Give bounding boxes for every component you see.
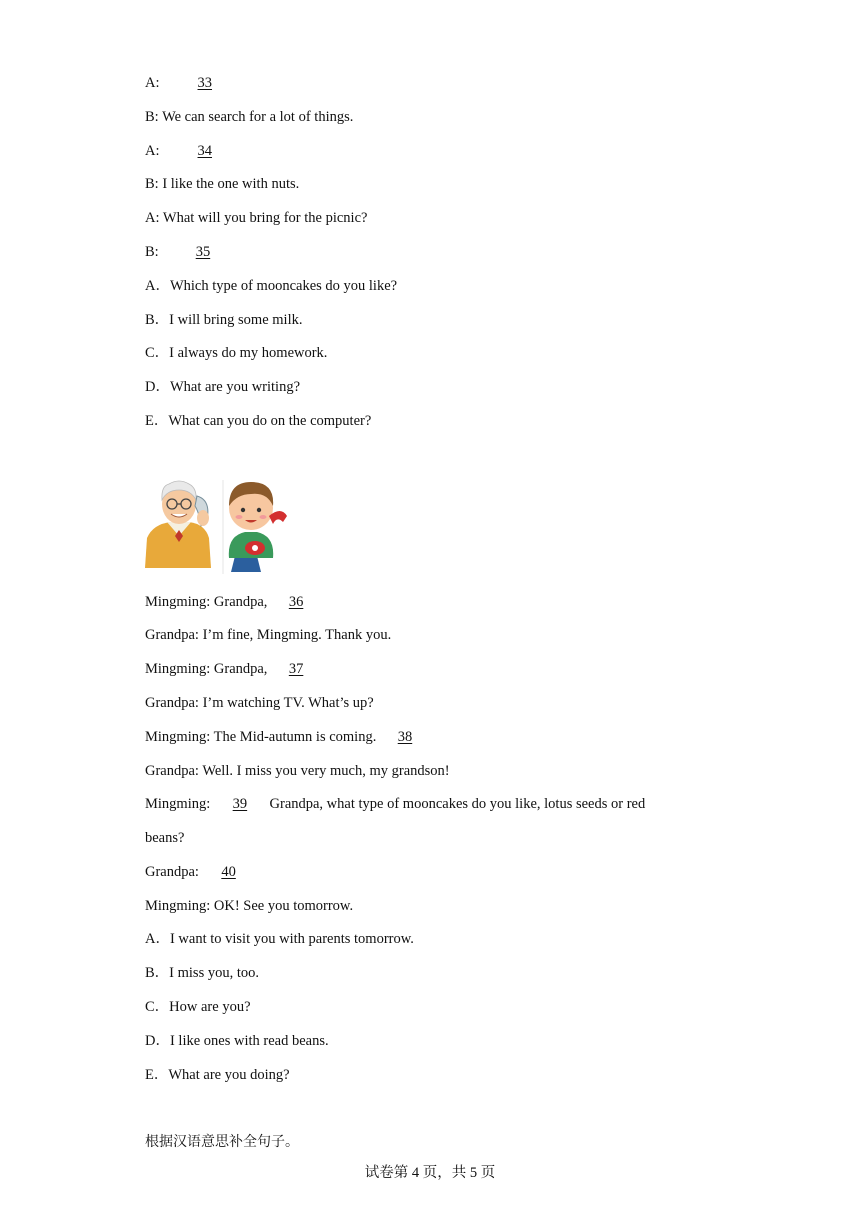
speaker: B xyxy=(145,176,155,192)
dialogue-line: Grandpa: I’m fine, Mingming. Thank you. xyxy=(145,627,392,643)
section-instruction: 根据汉语意思补全句子。 xyxy=(145,1134,299,1150)
boy-figure xyxy=(229,482,287,572)
speaker: Mingming xyxy=(145,661,207,677)
option-item: D．What are you writing? xyxy=(145,379,301,395)
dialogue-line: B: 35 xyxy=(145,243,240,261)
dialogue-line: A: 33 xyxy=(145,74,243,92)
option-item: E．What can you do on the computer? xyxy=(145,413,372,429)
speaker: Grandpa xyxy=(145,627,195,643)
dialogue-text: Grandpa, xyxy=(213,661,272,677)
answer-blank: 39 xyxy=(232,796,248,812)
speaker: B xyxy=(145,109,155,125)
answer-blank: 37 xyxy=(288,661,304,677)
dialogue-line: Grandpa: 40 xyxy=(145,863,255,881)
option-item: C．I always do my homework. xyxy=(145,345,328,361)
option-item: C．How are you? xyxy=(145,999,251,1015)
dialogue-line: Mingming: Grandpa, 36 xyxy=(145,593,321,611)
dialogue-text: I’m watching TV. What’s up? xyxy=(202,695,374,711)
speaker: Mingming xyxy=(145,898,207,914)
answer-blank: 36 xyxy=(288,594,304,610)
speaker: Mingming xyxy=(145,729,207,745)
option-item: D．I like ones with read beans. xyxy=(145,1033,329,1049)
speaker: Grandpa xyxy=(145,695,195,711)
dialogue-line: Mingming: 39 Grandpa, what type of mooncakes do you like, lotus seeds or red xyxy=(145,796,646,812)
speaker: A xyxy=(145,143,156,159)
answer-blank: 38 xyxy=(397,729,413,745)
dialogue-text: I’m fine, Mingming. Thank you. xyxy=(202,627,392,643)
dialogue-line-continued xyxy=(145,829,184,847)
speaker: Grandpa xyxy=(145,864,195,880)
dialogue-text: The Mid-autumn is coming. xyxy=(213,729,380,745)
answer-blank: 35 xyxy=(195,244,211,260)
grandpa-figure xyxy=(145,481,211,568)
answer-blank: 33 xyxy=(197,75,213,91)
dialogue-line: Mingming: Grandpa, 37 xyxy=(145,660,321,678)
answer-blank: 40 xyxy=(221,864,236,880)
dialogue-line: Mingming: OK! See you tomorrow. xyxy=(145,898,354,914)
option-item: E．What are you doing? xyxy=(145,1067,290,1083)
dialogue-text: What will you bring for the picnic? xyxy=(162,210,368,226)
speaker: A xyxy=(145,210,156,226)
speaker: A xyxy=(145,75,156,91)
option-item: B．I miss you, too. xyxy=(145,965,259,981)
dialogue-line: B: We can search for a lot of things. xyxy=(145,109,354,125)
dialogue-line: B: I like the one with nuts. xyxy=(145,176,300,192)
page-footer: 试卷第 4 页，共 5 页 xyxy=(364,1165,496,1181)
speaker: Mingming xyxy=(145,594,207,610)
speaker: Mingming xyxy=(145,796,207,812)
dialogue-line: A: What will you bring for the picnic? xyxy=(145,210,368,226)
option-item: A．Which type of mooncakes do you like? xyxy=(145,278,398,294)
dialogue-line: Grandpa: I’m watching TV. What’s up? xyxy=(145,695,374,711)
dialogue-text: Well. I miss you very much, my grandson! xyxy=(202,763,450,779)
option-item: B．I will bring some milk. xyxy=(145,312,303,328)
dialogue-line: Grandpa: Well. I miss you very much, my grandson! xyxy=(145,763,450,779)
dialogue-line: Mingming: The Mid-autumn is coming. 38 xyxy=(145,728,430,746)
dialogue-text: Grandpa, xyxy=(213,594,272,610)
dialogue-text: We can search for a lot of things. xyxy=(162,109,354,125)
dialogue-text: I like the one with nuts. xyxy=(162,176,300,192)
speaker: Grandpa xyxy=(145,763,195,779)
option-item: A．I want to visit you with parents tomorrow. xyxy=(145,931,414,947)
dialogue-text: OK! See you tomorrow. xyxy=(213,898,354,914)
phone-call-illustration xyxy=(145,476,291,576)
dialogue-line: A: 34 xyxy=(145,142,243,160)
answer-blank: 34 xyxy=(197,143,213,159)
dialogue-text: beans? xyxy=(145,830,185,846)
dialogue-text: Grandpa, what type of mooncakes do you like, lotus seeds or red xyxy=(269,796,646,812)
speaker: B xyxy=(145,244,155,260)
